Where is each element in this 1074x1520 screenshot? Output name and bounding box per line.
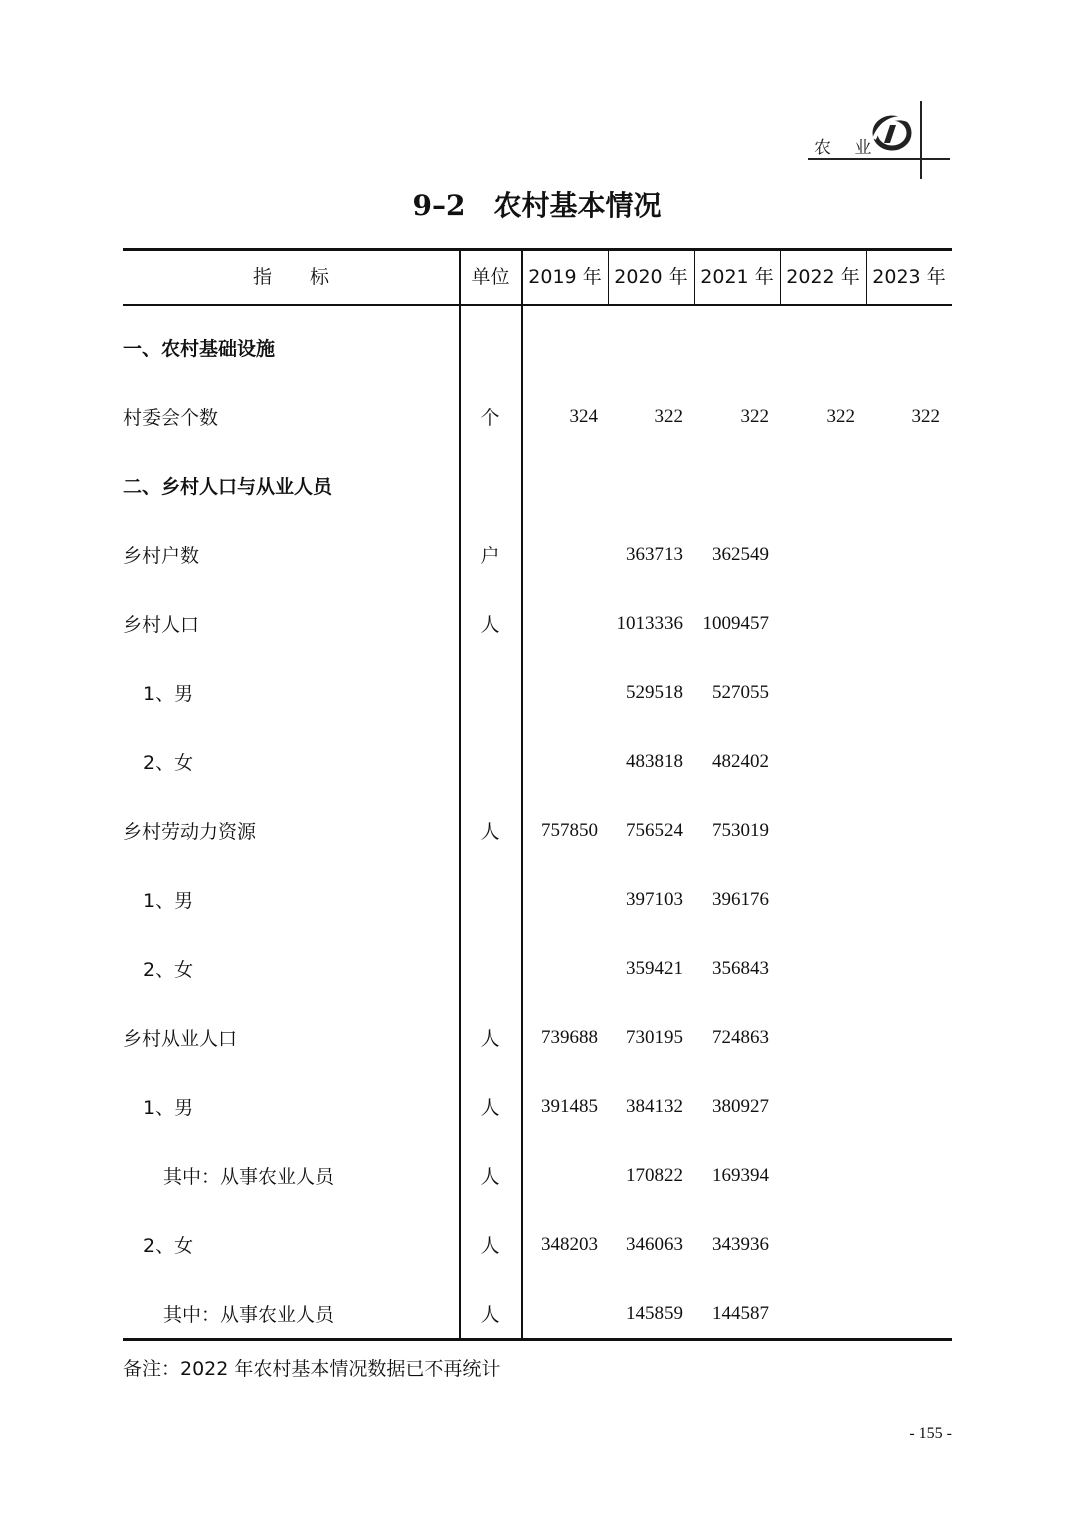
cell-value: 483818 [626,750,683,772]
cell-value: 324 [569,405,598,427]
cell-value [769,934,855,1003]
cell-value [769,1072,855,1141]
row-label: 乡村劳动力资源 [123,821,257,843]
cell-value [769,1003,855,1072]
table-row [123,1003,952,1072]
row-unit: 人 [480,1097,500,1119]
cell-value [512,451,598,520]
cell-value [769,1210,855,1279]
cell-value [769,451,855,520]
cell-value [683,313,769,382]
cell-value [769,865,855,934]
row-label: 乡村从业人口 [123,1028,238,1050]
row-label: 其中：从事农业人员 [163,1166,335,1188]
cell-value: 359421 [626,957,683,979]
cell-value [854,934,940,1003]
agriculture-chapter-logo-icon [868,109,914,155]
header-year-2022: 2022 年 [786,266,860,288]
cell-value: 527055 [712,681,769,703]
table-row [123,934,952,1003]
row-label: 2、女 [143,752,194,774]
cell-value [854,727,940,796]
row-unit: 人 [480,1235,500,1257]
section-heading: 一、农村基础设施 [123,338,276,360]
chapter-corner-mark [790,95,960,185]
row-unit: 人 [480,1028,500,1050]
row-label: 乡村户数 [123,545,200,567]
cell-value: 170822 [626,1164,683,1186]
cell-value: 1009457 [702,612,769,634]
cell-value [769,589,855,658]
row-label: 其中：从事农业人员 [163,1304,335,1326]
cell-value: 380927 [712,1095,769,1117]
header-unit: 单位 [471,266,510,288]
cell-value: 756524 [626,819,683,841]
cell-value [769,313,855,382]
row-unit: 人 [480,1166,500,1188]
cell-value: 322 [911,405,940,427]
table-row [123,520,952,589]
cell-value: 482402 [712,750,769,772]
row-label: 乡村人口 [123,614,200,636]
cell-value [512,727,598,796]
cell-value: 529518 [626,681,683,703]
cell-value [512,520,598,589]
cell-value: 346063 [626,1233,683,1255]
section-heading-row [123,313,952,382]
cell-value: 363713 [626,543,683,565]
cell-value [597,451,683,520]
row-label: 2、女 [143,959,194,981]
row-unit: 个 [480,407,500,429]
cell-value [597,313,683,382]
table-row [123,658,952,727]
footnote: 备注：2022 年农村基本情况数据已不再统计 [123,1358,501,1380]
cell-value: 362549 [712,543,769,565]
cell-value [683,451,769,520]
cell-value: 753019 [712,819,769,841]
cell-value: 391485 [541,1095,598,1117]
cell-value: 384132 [626,1095,683,1117]
cell-value [512,1141,598,1210]
cell-value: 348203 [541,1233,598,1255]
section-heading-row [123,451,952,520]
cell-value [854,865,940,934]
cell-value [854,1141,940,1210]
table-row [123,1141,952,1210]
table-row [123,589,952,658]
cell-value [512,658,598,727]
cell-value: 724863 [712,1026,769,1048]
header-year-2019: 2019 年 [528,266,602,288]
chapter-label: 农 业 [814,138,881,158]
table-header-rule [123,304,952,306]
cell-value [854,1072,940,1141]
row-unit: 户 [480,545,500,567]
cell-value [512,313,598,382]
cell-value: 396176 [712,888,769,910]
cell-value: 343936 [712,1233,769,1255]
cell-value [769,520,855,589]
cell-value [854,589,940,658]
header-year-2021: 2021 年 [700,266,774,288]
cell-value [769,658,855,727]
table-row [123,1279,952,1348]
row-unit: 人 [480,821,500,843]
cell-value [854,796,940,865]
cell-value [769,796,855,865]
cell-value: 757850 [541,819,598,841]
cell-value: 322 [740,405,769,427]
header-year-2020: 2020 年 [614,266,688,288]
cell-value [854,451,940,520]
cell-value [854,1210,940,1279]
row-label: 2、女 [143,1235,194,1257]
cell-value [854,313,940,382]
cell-value: 169394 [712,1164,769,1186]
cell-value [769,1141,855,1210]
cell-value: 145859 [626,1302,683,1324]
row-label: 1、男 [143,1097,194,1119]
corner-vertical-line [920,101,922,179]
cell-value [769,727,855,796]
cell-value [512,1279,598,1348]
row-unit: 人 [480,1304,500,1326]
page-number: - 155 - [909,1425,952,1442]
row-unit: 人 [480,614,500,636]
cell-value: 730195 [626,1026,683,1048]
cell-value: 739688 [541,1026,598,1048]
cell-value: 144587 [712,1302,769,1324]
cell-value [512,589,598,658]
cell-value: 322 [654,405,683,427]
cell-value [854,1279,940,1348]
cell-value [769,1279,855,1348]
header-year-2023: 2023 年 [872,266,946,288]
table-row [123,382,952,451]
table-row [123,865,952,934]
table-row [123,1210,952,1279]
cell-value [854,1003,940,1072]
row-label: 村委会个数 [123,407,219,429]
cell-value: 397103 [626,888,683,910]
cell-value [512,865,598,934]
cell-value: 322 [826,405,855,427]
corner-horizontal-line [808,158,950,160]
header-indicator: 指 标 [252,266,329,288]
cell-value [854,520,940,589]
cell-value: 1013336 [616,612,683,634]
table-row [123,1072,952,1141]
cell-value [512,934,598,1003]
table-row [123,727,952,796]
cell-value [854,658,940,727]
cell-value: 356843 [712,957,769,979]
table-row [123,796,952,865]
row-label: 1、男 [143,683,194,705]
section-heading: 二、乡村人口与从业人员 [123,476,333,498]
row-label: 1、男 [143,890,194,912]
page-title: 9–2 农村基本情况 [412,189,662,222]
